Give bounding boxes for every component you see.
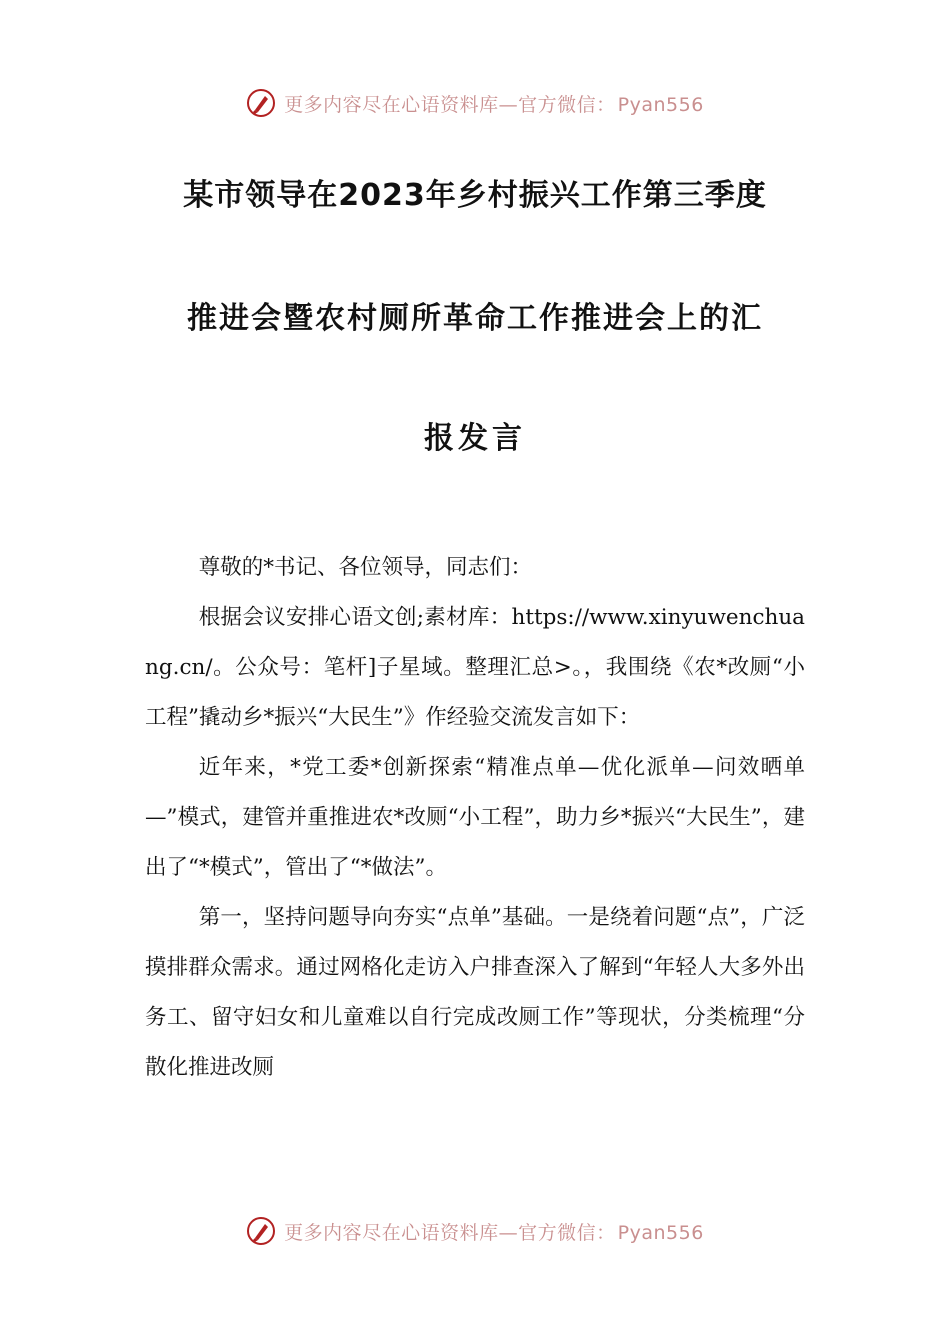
watermark-wechat-id: Pyan556 xyxy=(617,93,704,116)
document-title-line-3: 报发言 xyxy=(424,421,526,456)
watermark-wechat-id: Pyan556 xyxy=(617,1221,704,1244)
body-paragraph-1: 根据会议安排心语文创;素材库：https://www.xinyuwenchuang.cn/。公众号：笔杆]子星域。整理汇总>。，我围绕《农*改厕“小工程”撬动乡*振兴“大民生”》作经验交流发言如下： xyxy=(145,605,805,730)
document-title-line-2: 推进会暨农村厕所革命工作推进会上的汇 xyxy=(187,301,763,336)
watermark-header xyxy=(0,83,950,123)
watermark-text: 更多内容尽在心语资料库—官方微信： Pyan556 xyxy=(284,1221,704,1244)
pen-nib-logo-icon xyxy=(246,88,276,118)
watermark-text: 更多内容尽在心语资料库—官方微信： Pyan556 xyxy=(284,93,704,116)
document-title-line-1: 某市领导在2023年乡村振兴工作第三季度 xyxy=(183,178,767,213)
document-body xyxy=(145,543,805,1093)
body-paragraph-3: 第一，坚持问题导向夯实“点单”基础。一是绕着问题“点”，广泛摸排群众需求。通过网格化走访入户排查深入了解到“年轻人大多外出务工、留守妇女和儿童难以自行完成改厕工作”等现状，分类梳理“分散化推进改厕 xyxy=(145,905,805,1080)
salutation-paragraph: 尊敬的*书记、各位领导，同志们： xyxy=(198,555,533,580)
body-paragraph-2: 近年来，*党工委*创新探索“精准点单—优化派单—问效晒单—”模式，建管并重推进农*改厕“小工程”，助力乡*振兴“大民生”，建出了“*模式”，管出了“*做法”。 xyxy=(145,755,805,880)
pen-nib-logo-icon xyxy=(246,1216,276,1246)
watermark-footer xyxy=(0,1211,950,1251)
